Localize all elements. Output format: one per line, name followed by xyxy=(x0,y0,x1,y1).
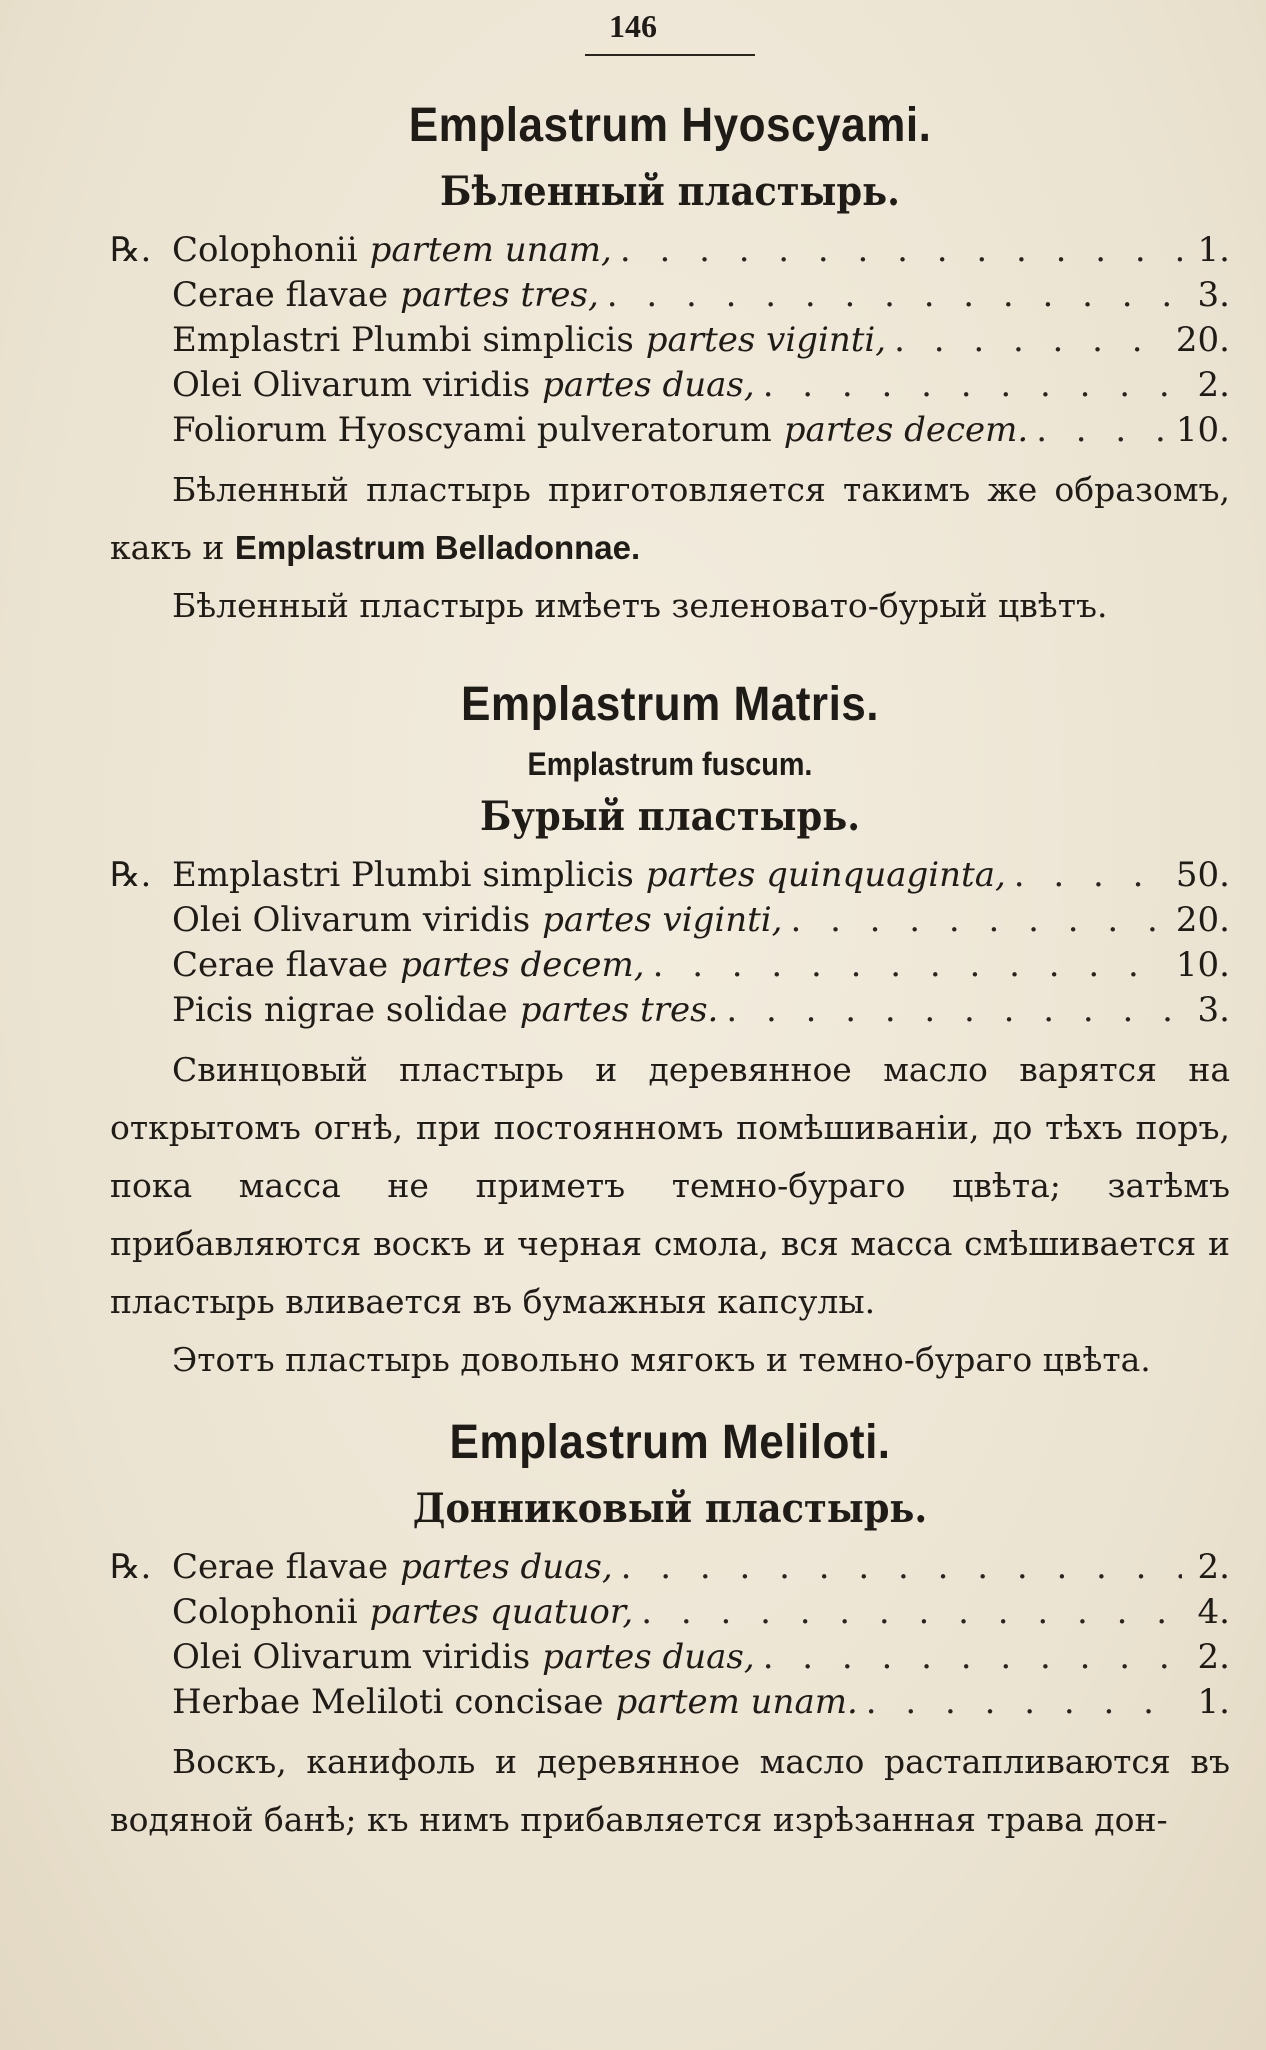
russian-title: Бурый пластырь. xyxy=(479,793,861,840)
ingredient-name: Colophonii xyxy=(172,1592,358,1632)
header-rule xyxy=(585,54,755,56)
recipe-row xyxy=(110,408,1230,453)
leader-dots xyxy=(1014,853,1168,898)
section-emplastrum-meliloti xyxy=(110,1407,1230,1849)
ingredient xyxy=(172,363,1230,408)
ingredient xyxy=(172,853,1230,898)
ingredient-quantity: partes viginti, xyxy=(542,900,783,940)
ingredient-quantity: partes decem. xyxy=(783,410,1029,450)
recipe-list xyxy=(110,853,1230,1033)
recipe-row xyxy=(110,988,1230,1033)
ingredient-name: Olei Olivarum viridis xyxy=(172,900,531,940)
ingredient-name: Olei Olivarum viridis xyxy=(172,365,531,405)
ingredient xyxy=(172,273,1230,318)
recipe-row xyxy=(110,853,1230,898)
leader-dots xyxy=(620,228,1182,273)
section-emplastrum-matris xyxy=(110,669,1230,1389)
recipe-list xyxy=(110,1545,1230,1725)
latin-subtitle: Emplastrum fuscum. xyxy=(527,746,813,782)
ingredient-quantity: partes quinquaginta, xyxy=(645,855,1006,895)
latin-title: Emplastrum Matris. xyxy=(460,678,880,731)
ingredient-quantity: partes quatuor, xyxy=(369,1592,634,1632)
recipe-row xyxy=(110,228,1230,273)
ingredient-quantity: partes tres. xyxy=(519,990,719,1030)
ingredient-amount: 20. xyxy=(1175,320,1230,360)
ingredient-quantity: partem unam, xyxy=(369,230,612,270)
ingredient-amount: 1. xyxy=(1197,1682,1230,1722)
section-spacer xyxy=(110,1389,1230,1407)
ingredient xyxy=(172,1680,1230,1725)
ingredient xyxy=(172,408,1230,453)
page-content xyxy=(110,90,1230,1849)
ingredient xyxy=(172,988,1230,1033)
recipe-row xyxy=(110,943,1230,988)
ingredient-amount: 2. xyxy=(1197,365,1230,405)
ingredient-amount: 20. xyxy=(1175,900,1230,940)
ingredient-name: Colophonii xyxy=(172,230,358,270)
ingredient-quantity: partes tres, xyxy=(400,275,599,315)
leader-dots xyxy=(894,318,1168,363)
ingredient xyxy=(172,1590,1230,1635)
leader-dots xyxy=(763,1635,1182,1680)
leader-dots xyxy=(1036,408,1168,453)
ingredient-name: Foliorum Hyoscyami pulveratorum xyxy=(172,410,772,450)
ingredient-name: Cerae flavae xyxy=(172,275,389,315)
ingredient xyxy=(172,228,1230,273)
page-number: 146 xyxy=(609,8,657,44)
recipe-row xyxy=(110,318,1230,363)
ingredient xyxy=(172,943,1230,988)
russian-title: Донниковый пластырь. xyxy=(412,1485,928,1532)
ingredient-amount: 3. xyxy=(1197,275,1230,315)
recipe-row xyxy=(110,1545,1230,1590)
recipe-row xyxy=(110,1590,1230,1635)
recipe-row xyxy=(110,363,1230,408)
ingredient xyxy=(172,1545,1230,1590)
ingredient-amount: 1. xyxy=(1197,230,1230,270)
leader-dots xyxy=(641,1590,1182,1635)
leader-dots xyxy=(763,363,1182,408)
ingredient-name: Cerae flavae xyxy=(172,945,389,985)
ingredient xyxy=(172,318,1230,363)
leader-dots xyxy=(726,988,1182,1033)
leader-dots xyxy=(607,273,1182,318)
paragraph: Этотъ пластырь довольно мягокъ и темно-бураго цвѣта. xyxy=(172,1340,1151,1379)
recipe-row xyxy=(110,1680,1230,1725)
ingredient-quantity: partes decem, xyxy=(400,945,645,985)
latin-title: Emplastrum Meliloti. xyxy=(449,1416,891,1469)
recipe-list xyxy=(110,228,1230,453)
section-spacer xyxy=(110,635,1230,669)
ingredient-amount: 50. xyxy=(1175,855,1230,895)
paragraph: Бѣленный пластырь имѣетъ зеленовато-бурый цвѣтъ. xyxy=(172,586,1108,625)
latin-title: Emplastrum Hyoscyami. xyxy=(408,99,932,152)
recipe-row xyxy=(110,898,1230,943)
latin-reference: Emplastrum Belladonnae. xyxy=(234,529,641,566)
paragraph: Свинцовый пластырь и деревянное масло варятся на открытомъ огнѣ, при постоянномъ помѣшиваніи, до тѣхъ поръ, пока масса не приметъ темно-бураго цвѣта; затѣмъ прибавляются воскъ и черная смола, вся масса смѣшивается и пластырь вливается въ бумажныя капсулы. xyxy=(110,1050,1230,1321)
ingredient-name: Herbae Meliloti concisae xyxy=(172,1682,604,1722)
russian-title: Бѣленный пластырь. xyxy=(440,168,900,215)
recipe-symbol: ℞. xyxy=(110,855,152,895)
ingredient-quantity: partes duas, xyxy=(542,1637,755,1677)
ingredient xyxy=(172,898,1230,943)
leader-dots xyxy=(866,1680,1182,1725)
leader-dots xyxy=(653,943,1168,988)
recipe-symbol: ℞. xyxy=(110,1547,152,1587)
recipe-row xyxy=(110,273,1230,318)
ingredient-amount: 10. xyxy=(1175,945,1230,985)
ingredient-amount: 4. xyxy=(1197,1592,1230,1632)
leader-dots xyxy=(621,1545,1182,1590)
ingredient-name: Emplastri Plumbi simplicis xyxy=(172,855,634,895)
ingredient xyxy=(172,1635,1230,1680)
paragraph xyxy=(110,461,1230,577)
leader-dots xyxy=(790,898,1167,943)
ingredient-quantity: partem unam. xyxy=(615,1682,858,1722)
ingredient-name: Picis nigrae solidae xyxy=(172,990,508,1030)
paragraph-text: Бѣленный пластырь приготовляется такимъ же образомъ, какъ и xyxy=(110,470,1230,567)
ingredient-name: Emplastri Plumbi simplicis xyxy=(172,320,634,360)
ingredient-name: Cerae flavae xyxy=(172,1547,389,1587)
ingredient-amount: 2. xyxy=(1197,1637,1230,1677)
recipe-symbol: ℞. xyxy=(110,230,152,270)
section-emplastrum-hyoscyami xyxy=(110,90,1230,635)
ingredient-quantity: partes viginti, xyxy=(645,320,887,360)
ingredient-quantity: partes duas, xyxy=(542,365,755,405)
ingredient-amount: 10. xyxy=(1175,410,1230,450)
ingredient-name: Olei Olivarum viridis xyxy=(172,1637,531,1677)
ingredient-amount: 3. xyxy=(1197,990,1230,1030)
paragraph: Воскъ, канифоль и деревянное масло растапливаются въ водяной банѣ; къ нимъ прибавляется изрѣзанная трава дон- xyxy=(110,1742,1230,1839)
ingredient-amount: 2. xyxy=(1197,1547,1230,1587)
recipe-row xyxy=(110,1635,1230,1680)
ingredient-quantity: partes duas, xyxy=(400,1547,613,1587)
